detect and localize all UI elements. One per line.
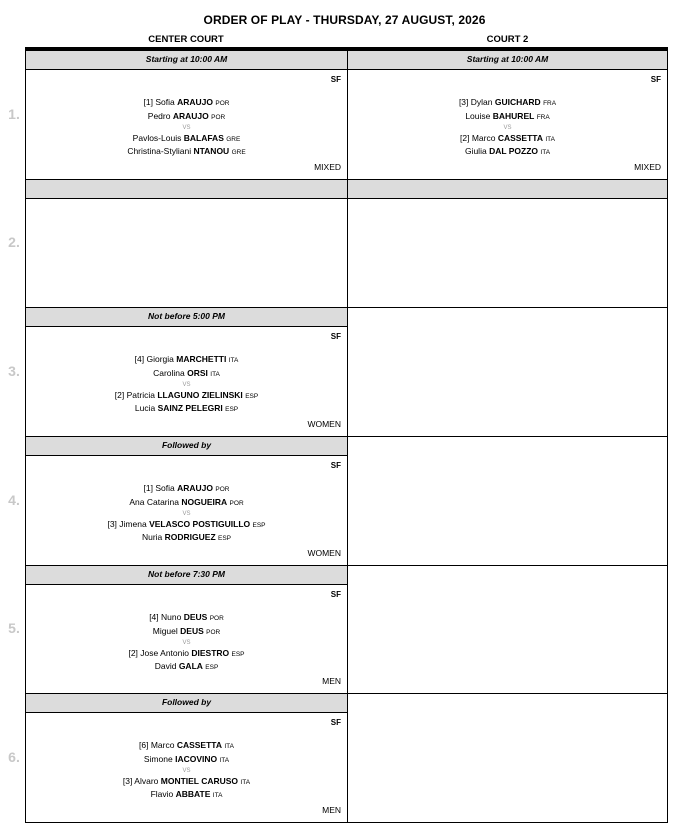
player-nationality: POR — [215, 486, 230, 493]
player-first-name: Sofia — [155, 97, 175, 107]
player-first-name: Pavlos-Louis — [132, 132, 182, 143]
row-number: 5. — [8, 620, 20, 636]
player-last-name: GALA — [178, 661, 203, 672]
player-last-name: ABBATE — [175, 789, 211, 800]
player-line — [26, 402, 347, 416]
vs-label: VS — [182, 381, 191, 388]
empty-time-bar — [25, 179, 348, 199]
player-line — [26, 660, 347, 674]
match-time-bar: Not before 5:00 PM — [25, 307, 348, 327]
player-last-name: DEUS — [180, 625, 204, 636]
player-first-name: Ana Catarina — [129, 496, 179, 507]
player-last-name: CASSETTA — [176, 740, 222, 750]
player-first-name: Nuno — [161, 612, 182, 622]
player-line — [26, 625, 347, 639]
empty-match-cell — [25, 198, 348, 308]
player-last-name: VELASCO POSTIGUILLO — [149, 518, 251, 529]
player-seed: [3] — [122, 775, 133, 786]
player-line — [26, 647, 347, 661]
empty-match-cell — [347, 436, 668, 566]
player-last-name: DEUS — [183, 612, 208, 622]
match-cell — [25, 584, 348, 694]
player-seed: [4] — [134, 354, 145, 364]
player-line — [26, 367, 347, 381]
player-first-name: Alvaro — [134, 775, 159, 786]
player-line — [348, 145, 667, 159]
player-nationality: ESP — [252, 521, 266, 529]
player-nationality: ITA — [219, 756, 230, 764]
player-seed: [4] — [149, 612, 159, 622]
category-label: WOMEN — [307, 548, 341, 558]
player-first-name: Nuria — [141, 532, 163, 543]
round-label: SF — [330, 332, 341, 341]
player-seed: [1] — [143, 97, 153, 107]
player-nationality: ESP — [218, 535, 232, 543]
player-last-name: BALAFAS — [183, 132, 224, 143]
match-cell — [347, 69, 668, 180]
player-line — [26, 482, 347, 496]
round-label: SF — [330, 718, 341, 727]
category-label: MEN — [322, 805, 341, 815]
empty-match-cell — [347, 693, 668, 823]
player-line — [26, 518, 347, 532]
player-seed: [3] — [458, 97, 469, 107]
player-nationality: POR — [209, 615, 224, 622]
player-last-name: DIESTRO — [191, 647, 230, 658]
category-label: MEN — [322, 676, 341, 686]
team-lines — [26, 96, 347, 159]
row-number: 3. — [8, 362, 20, 379]
player-nationality: ESP — [225, 406, 239, 414]
player-nationality: ITA — [545, 135, 556, 143]
player-line — [26, 753, 347, 767]
category-label: MIXED — [634, 162, 661, 172]
player-last-name: MONTIEL CARUSO — [160, 775, 239, 786]
player-line — [26, 775, 347, 789]
match-cell — [25, 326, 348, 437]
player-nationality: FRA — [536, 113, 550, 121]
player-first-name: Patricia — [126, 389, 155, 400]
player-nationality: ESP — [205, 664, 219, 672]
player-nationality: GRE — [226, 135, 241, 143]
player-last-name: SAINZ PELEGRI — [157, 403, 223, 414]
player-line — [26, 739, 347, 753]
player-nationality: ITA — [212, 792, 223, 800]
player-first-name: Marco — [471, 132, 496, 143]
player-nationality: ITA — [228, 357, 239, 364]
player-line — [26, 531, 347, 545]
player-nationality: ESP — [231, 650, 245, 658]
player-first-name: Carolina — [153, 367, 185, 378]
player-first-name: Marco — [150, 740, 175, 750]
player-line — [26, 145, 347, 159]
player-seed: [2] — [114, 389, 125, 400]
player-first-name: Giorgia — [146, 354, 174, 364]
player-first-name: Sofia — [155, 483, 175, 493]
player-first-name: Dylan — [470, 97, 493, 107]
round-label: SF — [330, 590, 341, 599]
court-header-court2: COURT 2 — [486, 34, 529, 45]
court-header-center: CENTER COURT — [148, 34, 224, 45]
player-seed: [3] — [107, 518, 117, 529]
player-seed: [1] — [143, 483, 153, 493]
player-last-name: DAL POZZO — [489, 146, 539, 157]
player-nationality: GRE — [231, 149, 246, 157]
category-label: MIXED — [314, 162, 341, 172]
empty-match-cell — [347, 565, 668, 694]
match-time-bar: Starting at 10:00 AM — [25, 50, 348, 70]
player-last-name: ARAUJO — [172, 110, 209, 121]
player-nationality: ITA — [240, 778, 251, 786]
player-last-name: MARCHETTI — [176, 354, 227, 364]
player-last-name: NOGUEIRA — [181, 496, 228, 507]
row-number: 4. — [8, 491, 20, 508]
player-nationality: ITA — [224, 743, 235, 750]
empty-time-bar — [347, 179, 668, 199]
row-number: 6. — [8, 748, 20, 765]
player-first-name: Pedro — [147, 110, 171, 121]
player-last-name: ORSI — [187, 367, 208, 378]
team-lines — [26, 482, 347, 545]
player-nationality: ITA — [210, 370, 220, 378]
vs-label: VS — [182, 510, 191, 517]
player-last-name: BAHUREL — [492, 110, 535, 121]
player-first-name: Giulia — [464, 146, 487, 157]
player-line — [26, 96, 347, 110]
vs-label: VS — [182, 767, 191, 774]
player-nationality: POR — [229, 499, 244, 507]
player-last-name: CASSETTA — [497, 132, 543, 143]
player-line — [348, 110, 667, 124]
player-nationality: ESP — [245, 392, 259, 400]
match-time-bar: Followed by — [25, 436, 348, 456]
round-label: SF — [330, 461, 341, 470]
player-line — [26, 496, 347, 510]
empty-match-cell — [347, 198, 668, 308]
player-nationality: FRA — [543, 100, 557, 107]
team-lines — [26, 739, 347, 802]
category-label: WOMEN — [307, 419, 341, 429]
player-line — [26, 611, 347, 625]
row-number: 1. — [8, 105, 20, 122]
player-seed: [6] — [138, 740, 149, 750]
match-cell — [25, 69, 348, 180]
player-first-name: Flavio — [150, 789, 174, 800]
player-nationality: POR — [206, 628, 221, 636]
player-line — [26, 353, 347, 367]
round-label: SF — [330, 75, 341, 84]
match-time-bar: Starting at 10:00 AM — [347, 50, 668, 70]
player-line — [26, 389, 347, 403]
player-line — [348, 96, 667, 110]
team-lines — [26, 353, 347, 416]
empty-match-cell — [347, 307, 668, 437]
player-first-name: Louise — [465, 110, 491, 121]
player-last-name: IACOVINO — [175, 753, 218, 764]
player-line — [26, 110, 347, 124]
player-seed: [2] — [128, 647, 138, 658]
team-lines — [26, 611, 347, 674]
player-first-name: Lucia — [134, 403, 156, 414]
round-label: SF — [650, 75, 661, 84]
player-line — [26, 132, 347, 146]
row-number: 2. — [8, 234, 20, 250]
match-time-bar: Followed by — [25, 693, 348, 713]
player-seed: [2] — [459, 132, 470, 143]
vs-label: VS — [182, 639, 191, 646]
player-nationality: POR — [211, 113, 226, 121]
player-first-name: Jose Antonio — [140, 647, 189, 658]
player-last-name: GUICHARD — [494, 97, 541, 107]
player-last-name: LLAGUNO ZIELINSKI — [157, 389, 243, 400]
player-last-name: ARAUJO — [177, 483, 213, 493]
player-last-name: NTANOU — [193, 146, 230, 157]
player-nationality: POR — [215, 100, 230, 107]
player-last-name: ARAUJO — [177, 97, 213, 107]
player-nationality: ITA — [540, 149, 551, 157]
team-lines — [348, 96, 667, 159]
player-last-name: RODRIGUEZ — [164, 532, 216, 543]
vs-label: VS — [182, 124, 191, 131]
player-line — [26, 788, 347, 802]
match-cell — [25, 712, 348, 823]
player-first-name: David — [154, 661, 177, 672]
page-title: ORDER OF PLAY - THURSDAY, 27 AUGUST, 2026 — [203, 13, 486, 27]
match-cell — [25, 455, 348, 566]
player-first-name: Jimena — [119, 518, 147, 529]
player-line — [348, 132, 667, 146]
player-first-name: Christina-Styliani — [127, 146, 192, 157]
match-time-bar: Not before 7:30 PM — [25, 565, 348, 585]
vs-label: VS — [503, 124, 512, 131]
player-first-name: Simone — [143, 753, 173, 764]
player-first-name: Miguel — [152, 625, 178, 636]
